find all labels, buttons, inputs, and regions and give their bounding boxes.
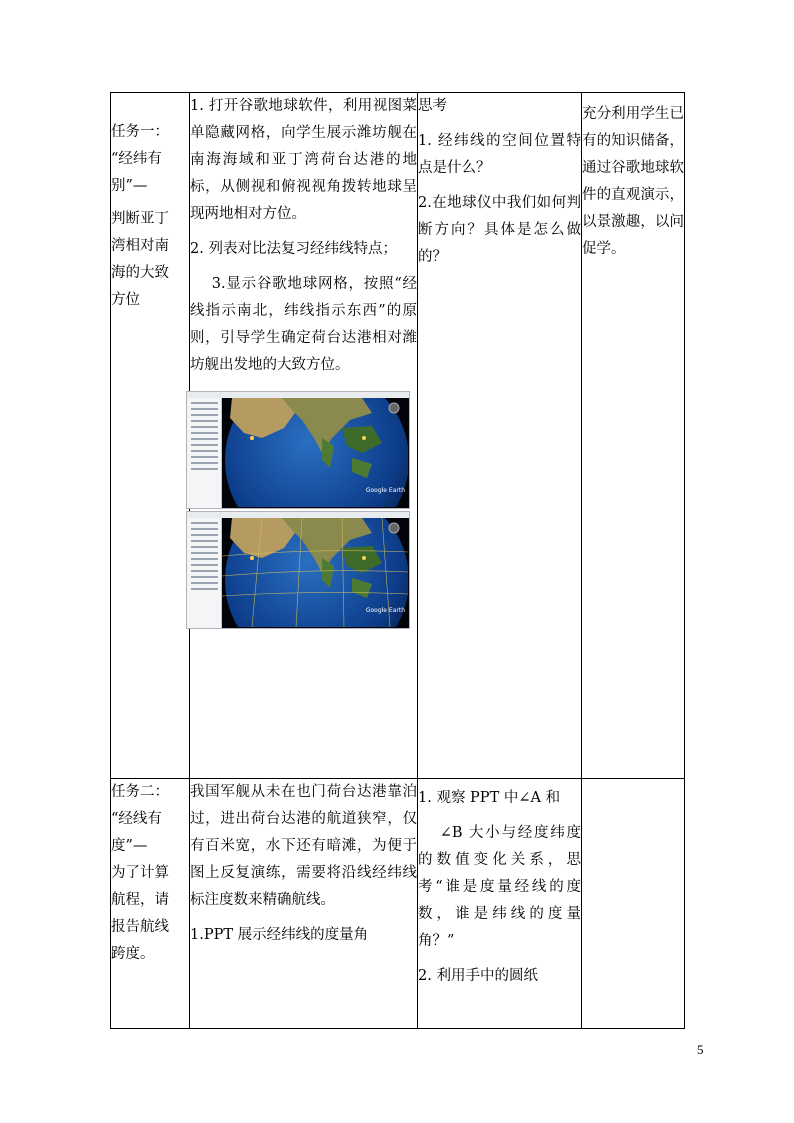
task-cell — [111, 779, 190, 1029]
teacher-activity-cell — [190, 93, 418, 779]
student-paragraph: 思考 — [418, 98, 447, 114]
google-earth-screenshot — [186, 511, 410, 629]
page-number: 5 — [697, 1042, 704, 1057]
task-line: 度”— — [111, 838, 148, 854]
task-line: 航程，请 — [111, 892, 169, 908]
design-intent-cell — [582, 779, 685, 1029]
activity-paragraph: 1.PPT 展示经纬线的度量角 — [190, 927, 369, 943]
task-line: 别”— — [111, 178, 148, 194]
activity-paragraph: 3.显示谷歌地球网格，按照“经线指示南北，纬线指示东西”的原则，引导学生确定荷台达港相对潍坊舰出发地的大致方位。 — [190, 276, 417, 373]
google-earth-screenshot — [186, 391, 410, 509]
task-line: 海的大致 — [111, 265, 169, 281]
activity-paragraph: 2. 列表对比法复习经纬线特点； — [190, 241, 397, 257]
intent-paragraph: 充分利用学生已有的知识储备，通过谷歌地球软件的直观演示，以景激趣，以问促学。 — [582, 106, 684, 257]
teacher-activity-cell — [190, 779, 418, 1029]
activity-paragraph: 1. 打开谷歌地球软件，利用视图菜单隐藏网格，向学生展示潍坊舰在南海海域和亚丁湾荷台达港的地标，从侧视和俯视视角拨转地球呈现两地相对方位。 — [190, 98, 417, 222]
activity-paragraph: 我国军舰从未在也门荷台达港靠泊过，进出荷台达港的航道狭窄，仅有百米宽，水下还有暗滩，为便于图上反复演练，需要将沿线经纬线标注度数来精确航线。 — [190, 784, 417, 908]
task-line: 报告航线 — [111, 919, 169, 935]
google-earth-logo: Google Earth — [365, 487, 405, 494]
student-paragraph: 1. 观察 PPT 中∠A 和 — [418, 790, 561, 806]
task-line: “经线有 — [111, 811, 162, 827]
task-line: 任务一： — [111, 124, 169, 140]
student-paragraph: 2. 利用手中的圆纸 — [418, 968, 538, 984]
table-row — [111, 93, 685, 779]
task-line: 任务二： — [111, 784, 169, 800]
task-line: 为了计算 — [111, 865, 169, 881]
table-row — [111, 779, 685, 1029]
task-line: 方位 — [111, 292, 140, 308]
student-paragraph: 1. 经纬线的空间位置特点是什么？ — [418, 133, 581, 176]
student-activity-cell — [418, 93, 582, 779]
student-activity-cell — [418, 779, 582, 1029]
task-line: 跨度。 — [111, 946, 155, 962]
lesson-plan-table — [110, 92, 685, 1029]
google-earth-logo: Google Earth — [365, 607, 405, 614]
design-intent-cell — [582, 93, 685, 779]
task-line: 判断亚丁 — [111, 211, 169, 227]
student-paragraph: ∠B 大小与经度纬度的数值变化关系，思考“谁是度量经线的度数，谁是纬线的度量角？” — [418, 825, 581, 949]
task-cell — [111, 93, 190, 779]
task-line: “经纬有 — [111, 151, 162, 167]
student-paragraph: 2.在地球仪中我们如何判断方向？具体是怎么做的？ — [418, 195, 581, 265]
task-line: 湾相对南 — [111, 238, 169, 254]
google-earth-screenshots — [186, 391, 408, 629]
